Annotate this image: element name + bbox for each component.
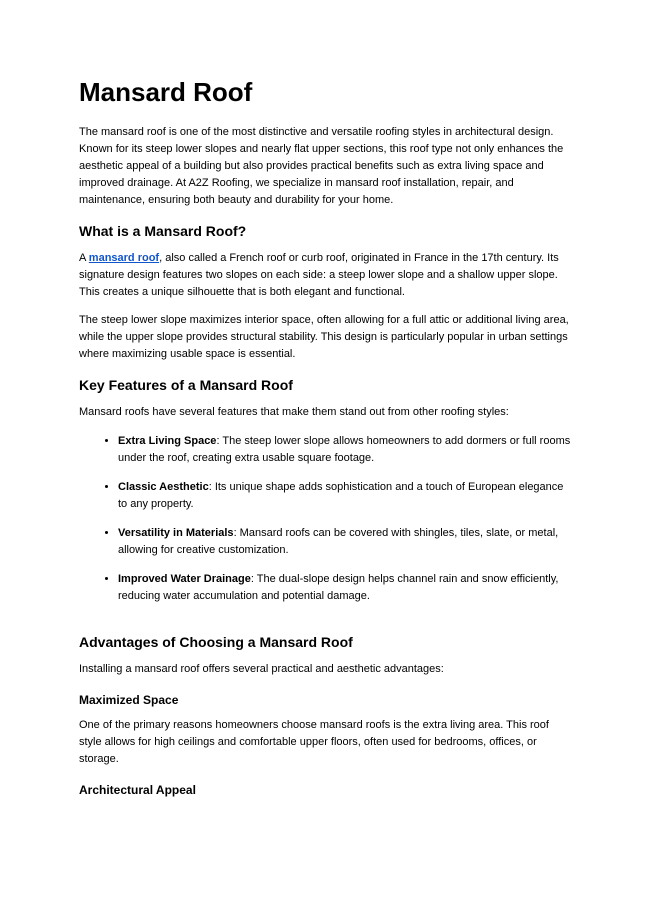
paragraph-what-is-1 <box>79 250 571 301</box>
text-before-link: A <box>79 252 89 264</box>
list-item-extra-living-space <box>118 433 571 467</box>
section-heading-key-features: Key Features of a Mansard Roof <box>79 377 293 393</box>
list-item-improved-water-drainage <box>118 571 571 605</box>
text-after-link: , also called a French roof or curb roof, originated in France in the 17th century. Its signature design features two slopes on each side: a steep lower slope and a shallow upper slope. This creates a unique silhouette that is both elegant and functional. <box>79 252 559 298</box>
paragraph-advantages-intro: Installing a mansard roof offers several practical and aesthetic advantages: <box>79 663 444 675</box>
paragraph-what-is-2: The steep lower slope maximizes interior space, often allowing for a full attic or additional living area, while the upper slope provides structural stability. This design is particularly popular in urban settings where maximizing usable space is essential. <box>79 314 569 360</box>
paragraph-maximized-space: One of the primary reasons homeowners choose mansard roofs is the extra living area. This roof style allows for high ceilings and comfortable upper floors, often used for bedrooms, offices, or storage. <box>79 719 549 765</box>
bullet-desc: : The dual-slope design helps channel rain and snow efficiently, reducing water accumulation and potential damage. <box>118 573 559 602</box>
bullet-desc: : Mansard roofs can be covered with shingles, tiles, slate, or metal, allowing for creative customization. <box>118 527 559 556</box>
subheading-maximized-space: Maximized Space <box>79 693 179 707</box>
page-title: Mansard Roof <box>79 77 253 107</box>
section-heading-advantages: Advantages of Choosing a Mansard Roof <box>79 634 353 650</box>
bullet-desc: : The steep lower slope allows homeowners to add dormers or full rooms under the roof, creating extra usable square footage. <box>118 435 571 464</box>
mansard-roof-link[interactable]: mansard roof <box>88 252 160 264</box>
bullet-term: Versatility in Materials <box>118 527 234 539</box>
list-item-versatility-in-materials <box>118 525 571 559</box>
paragraph-key-features-intro: Mansard roofs have several features that make them stand out from other roofing styles: <box>79 406 509 418</box>
bullet-term: Classic Aesthetic <box>118 481 209 493</box>
bullet-term: Extra Living Space <box>118 435 217 447</box>
bullet-term: Improved Water Drainage <box>118 573 251 585</box>
list-item-classic-aesthetic <box>118 479 571 513</box>
subheading-architectural-appeal: Architectural Appeal <box>79 783 196 797</box>
bullet-desc: : Its unique shape adds sophistication and a touch of European elegance to any property. <box>118 481 564 510</box>
feature-bullet-list <box>79 433 571 605</box>
section-heading-what-is: What is a Mansard Roof? <box>79 223 247 239</box>
paragraph-intro: The mansard roof is one of the most distinctive and versatile roofing styles in architectural design. Known for its steep lower slopes and nearly flat upper sections, this roof type not only enhances the aesthetic appeal of a building but also provides practical benefits such as extra living space and improved drainage. At A2Z Roofing, we specialize in mansard roof installation, repair, and maintenance, ensuring both beauty and durability for your home. <box>79 126 564 206</box>
